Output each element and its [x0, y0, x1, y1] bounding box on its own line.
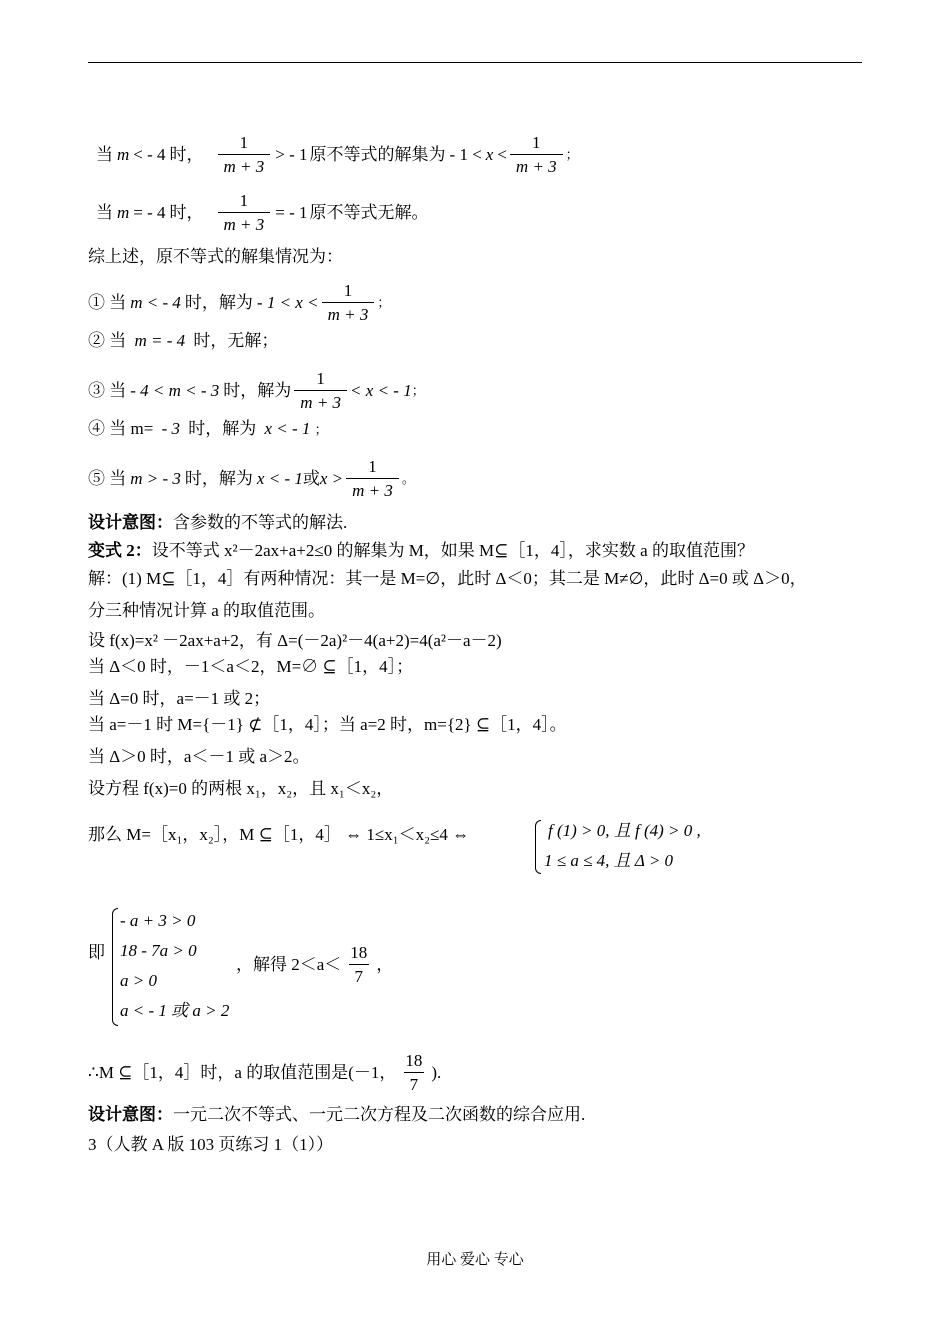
text: 当	[96, 202, 113, 222]
text: ∴M ⊆［1，4］时，a 的取值范围是(－1，	[88, 1062, 397, 1082]
text: 当	[96, 144, 113, 164]
system-row: 18 - 7a > 0	[120, 941, 197, 960]
fraction	[218, 192, 271, 233]
condition: < - 4	[133, 144, 166, 164]
numerator: 1	[368, 456, 377, 476]
punct: ；	[377, 294, 391, 310]
text: 时，解为	[184, 292, 253, 312]
numerator: 1	[343, 280, 353, 300]
var-x: x	[485, 144, 494, 164]
item-5	[88, 452, 415, 504]
condition: m < - 4	[130, 292, 181, 312]
text: ，解得 2＜a＜	[236, 954, 342, 974]
condition: = - 4	[133, 202, 166, 222]
text: 一元二次不等式、一元二次方程及二次函数的综合应用.	[173, 1105, 586, 1124]
design-intent-1	[88, 514, 347, 531]
text: 时，解为	[223, 380, 292, 400]
fraction	[346, 458, 399, 499]
solution-line: 当 Δ＜0 时，－1＜a＜2，M=∅ ⊆［1，4］；	[88, 657, 414, 676]
punct: ).	[431, 1062, 442, 1082]
expression: x >	[319, 468, 344, 488]
equivalence-line: 那么 M=［x₁，x₂］，M ⊆［1，4］ ⇔ 1≤x₁＜x₂≤4 ⇔	[88, 825, 470, 844]
condition: m = - 4	[134, 331, 186, 350]
page-footer: 用心 爱心 专心	[426, 1252, 524, 1268]
system-row: a > 0	[120, 971, 157, 990]
text: 时，解为	[184, 468, 253, 488]
denominator: m + 3	[218, 212, 271, 233]
fraction	[294, 370, 347, 411]
text: 原不等式无解。	[309, 202, 429, 222]
expression: x < - 1	[256, 468, 303, 488]
numerator: 1	[239, 190, 249, 210]
expression: - 1 < x <	[256, 292, 319, 312]
numerator: 18	[350, 942, 368, 962]
var-m: m	[117, 144, 130, 164]
condition: - 4 < m < - 3	[130, 380, 220, 400]
expression: < x < - 1	[350, 380, 412, 400]
punct: ，	[376, 954, 394, 974]
relation: - 1 <	[449, 144, 482, 164]
label: 变式 2：	[88, 541, 152, 560]
fraction	[510, 134, 563, 175]
variant-2	[88, 542, 754, 559]
item-4	[88, 420, 328, 437]
solution-line: 解：(1) M⊆［1，4］有两种情况：其一是 M=∅，此时 Δ＜0；其二是 M≠∅，此时 Δ=0 或 Δ＞0，	[88, 569, 807, 588]
fraction	[344, 944, 373, 985]
label: 设计意图：	[88, 513, 173, 532]
system-row: - a + 3 > 0	[120, 911, 196, 930]
denominator: 7	[349, 964, 370, 985]
brace	[112, 908, 118, 1026]
label: 设计意图：	[88, 1105, 173, 1124]
item-1	[88, 276, 390, 328]
numerator: 1	[316, 368, 325, 388]
design-intent-2	[88, 1106, 585, 1123]
system-result	[236, 938, 393, 990]
item-2	[88, 332, 278, 349]
therefore-line	[88, 1046, 441, 1098]
denominator: m + 3	[218, 154, 271, 175]
solution-line: 当 Δ＞0 时，a＜－1 或 a＞2。	[88, 747, 310, 766]
condition: m > - 3	[130, 468, 181, 488]
text: 时，	[169, 202, 204, 222]
text: 即	[88, 943, 105, 962]
denominator: m + 3	[510, 154, 563, 175]
solution-line: 分三种情况计算 a 的取值范围。	[88, 601, 326, 620]
text: 时，无解；	[193, 331, 279, 350]
punct: ；	[565, 146, 579, 162]
punct: ；	[314, 422, 328, 437]
expression: x < - 1	[264, 419, 311, 438]
case-m-eq-minus4	[96, 186, 429, 238]
text: 或	[302, 468, 320, 488]
text: 含参数的不等式的解法.	[173, 513, 348, 532]
denominator: m + 3	[346, 478, 399, 499]
header-rule	[88, 62, 862, 63]
fraction	[399, 1052, 428, 1093]
case-m-less-minus4	[96, 128, 579, 180]
summary-line: 综上述，原不等式的解集情况为：	[88, 247, 343, 266]
item-number: ① 当	[88, 292, 127, 312]
relation: <	[497, 144, 507, 164]
fraction	[322, 282, 375, 323]
denominator: 7	[404, 1072, 425, 1093]
solution-line: 设方程 f(x)=0 的两根 x₁，x₂，且 x₁＜x₂，	[88, 779, 394, 798]
numerator: 1	[532, 132, 541, 152]
numerator: 18	[405, 1050, 423, 1070]
relation: > - 1	[275, 144, 308, 164]
relation: = - 1	[275, 202, 308, 222]
solution-line: 当 a=－1 时 M={－1} ⊄［1，4］；当 a=2 时，m={2} ⊆［1，4］。	[88, 715, 567, 734]
item-number: ② 当	[88, 331, 127, 350]
item-number: ③ 当	[88, 380, 127, 400]
item-number: ⑤ 当	[88, 468, 127, 488]
condition: - 3	[161, 419, 180, 438]
system-row: a < - 1 或 a > 2	[120, 1001, 230, 1020]
text: 设不等式 x²－2ax+a+2≤0 的解集为 M，如果 M⊆［1，4］，求实数 a 的取值范围？	[151, 541, 754, 560]
fraction	[218, 134, 271, 175]
var-m: m	[117, 202, 130, 222]
item-number: ④ 当 m=	[88, 419, 154, 438]
solution-line: 当 Δ=0 时，a=－1 或 2；	[88, 689, 271, 708]
text: 时，	[169, 144, 204, 164]
system-row: 1 ≤ a ≤ 4, 且 Δ > 0	[544, 851, 674, 870]
brace	[535, 820, 541, 874]
system-row: f (1) > 0, 且 f (4) > 0 ,	[548, 821, 701, 840]
solution-line: 设 f(x)=x² －2ax+a+2，有 Δ=(－2a)²－4(a+2)=4(a²－a－2)	[88, 631, 502, 650]
denominator: m + 3	[294, 390, 347, 411]
exercise-reference: 3（人教 A 版 103 页练习 1（1））	[88, 1135, 334, 1154]
numerator: 1	[239, 132, 249, 152]
text: 时，解为	[188, 419, 257, 438]
punct: ；	[411, 382, 425, 398]
punct: 。	[401, 470, 415, 486]
text: 原不等式的解集为	[309, 144, 446, 164]
denominator: m + 3	[322, 302, 375, 323]
item-3	[88, 364, 425, 416]
